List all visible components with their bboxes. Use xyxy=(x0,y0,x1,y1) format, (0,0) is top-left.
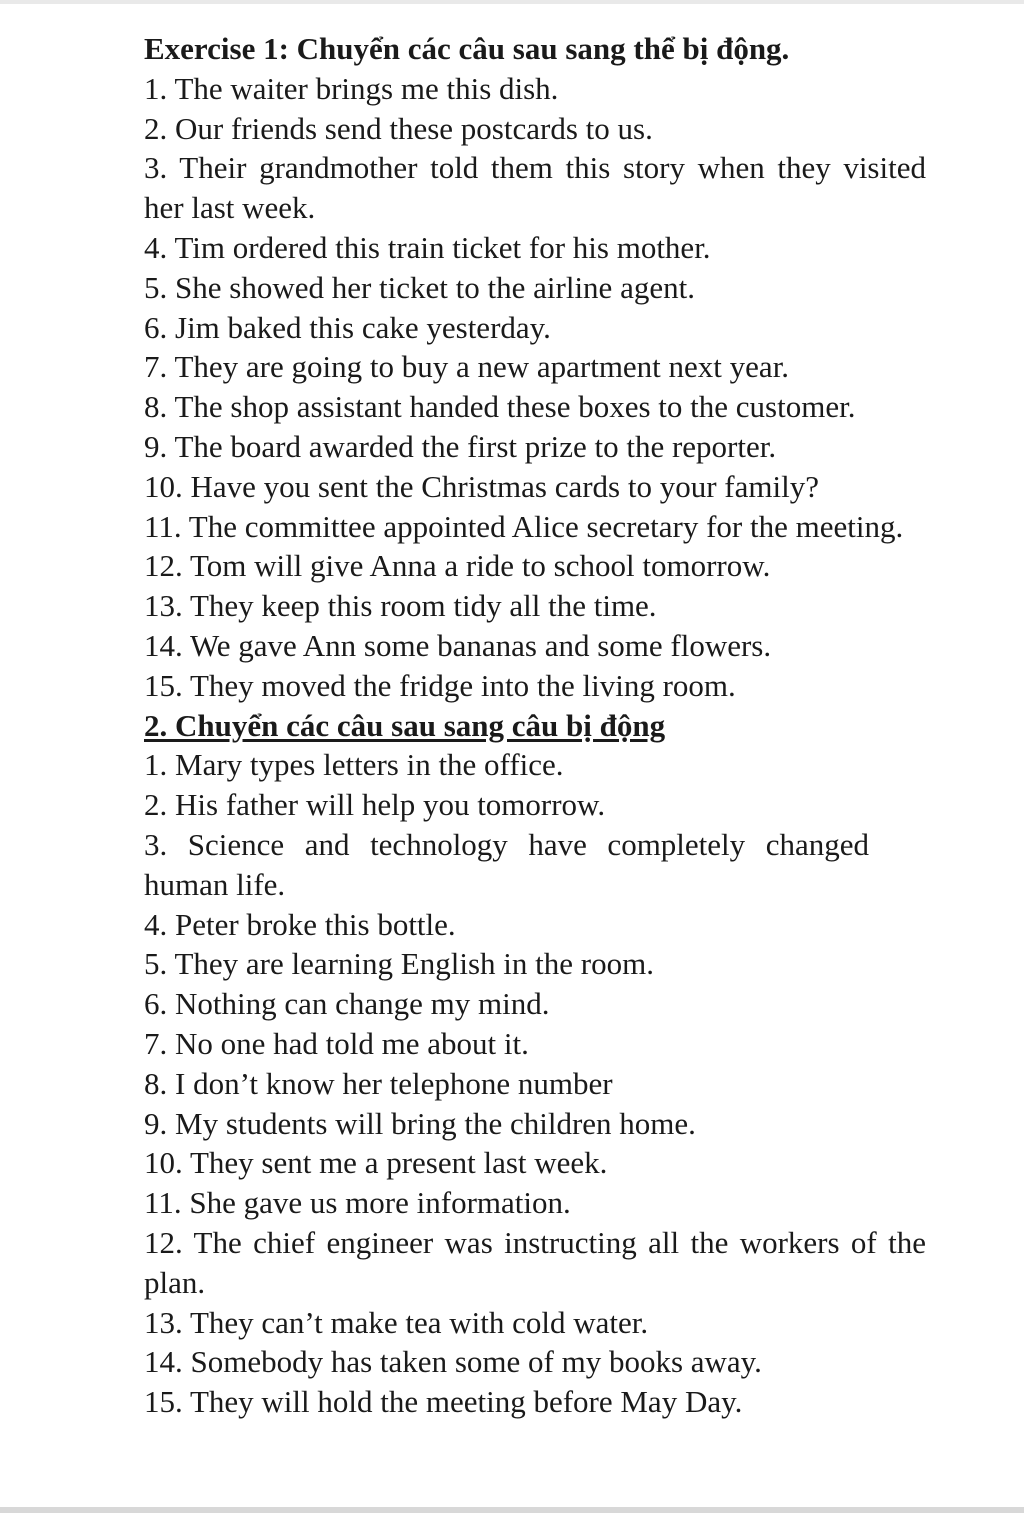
exercise-1-item: 6. Jim baked this cake yesterday. xyxy=(144,309,551,345)
exercise-2-item: 14. Somebody has taken some of my books away. xyxy=(144,1344,762,1380)
exercise-1-item: 9. The board awarded the first prize to the reporter. xyxy=(144,428,777,464)
exercise-1-title: Exercise 1: Chuyển các câu sau sang thể bị động. xyxy=(144,31,790,66)
exercise-2-item: 4. Peter broke this bottle. xyxy=(144,906,456,942)
exercise-1-item: 12. Tom will give Anna a ride to school tomorrow. xyxy=(144,548,771,584)
exercise-2-item: 15. They will hold the meeting before May Day. xyxy=(144,1384,743,1420)
exercise-2-item: 13. They can’t make tea with cold water. xyxy=(144,1304,649,1340)
exercise-2-item: 8. I don’t know her telephone number xyxy=(144,1065,613,1101)
exercise-2-item: 3. Science and technology have completely changed human life. xyxy=(144,826,869,902)
document-content xyxy=(144,29,926,1422)
exercise-1-item: 15. They moved the fridge into the living room. xyxy=(144,667,736,703)
exercise-1-item: 3. Their grandmother told them this story when they visited her last week. xyxy=(144,150,926,226)
exercise-1-item: 5. She showed her ticket to the airline agent. xyxy=(144,269,695,305)
exercise-1-item: 13. They keep this room tidy all the time. xyxy=(144,588,657,624)
exercise-2-item: 5. They are learning English in the room. xyxy=(144,946,654,982)
exercise-2-title: 2. Chuyển các câu sau sang câu bị động xyxy=(144,707,666,743)
exercise-2-item: 11. She gave us more information. xyxy=(144,1185,571,1221)
exercise-2-item: 9. My students will bring the children home. xyxy=(144,1105,696,1141)
exercise-2-item: 10. They sent me a present last week. xyxy=(144,1145,608,1181)
page-bottom-edge xyxy=(0,1507,1024,1513)
exercise-2-item: 2. His father will help you tomorrow. xyxy=(144,787,606,823)
exercise-1-item: 10. Have you sent the Christmas cards to your family? xyxy=(144,468,819,504)
exercise-2-item: 12. The chief engineer was instructing all the workers of the plan. xyxy=(144,1224,926,1300)
exercise-1-item: 7. They are going to buy a new apartment next year. xyxy=(144,349,790,385)
exercise-1-item: 8. The shop assistant handed these boxes to the customer. xyxy=(144,389,856,425)
exercise-2-item: 7. No one had told me about it. xyxy=(144,1025,529,1061)
exercise-1-item: 2. Our friends send these postcards to us. xyxy=(144,110,653,146)
exercise-2-item: 1. Mary types letters in the office. xyxy=(144,747,564,783)
exercise-1-item: 1. The waiter brings me this dish. xyxy=(144,70,559,106)
exercise-1-item: 11. The committee appointed Alice secretary for the meeting. xyxy=(144,508,904,544)
exercise-1-item: 4. Tim ordered this train ticket for his mother. xyxy=(144,229,711,265)
exercise-2-item: 6. Nothing can change my mind. xyxy=(144,986,550,1022)
exercise-1-item: 14. We gave Ann some bananas and some flowers. xyxy=(144,627,772,663)
page-top-edge xyxy=(0,0,1024,4)
